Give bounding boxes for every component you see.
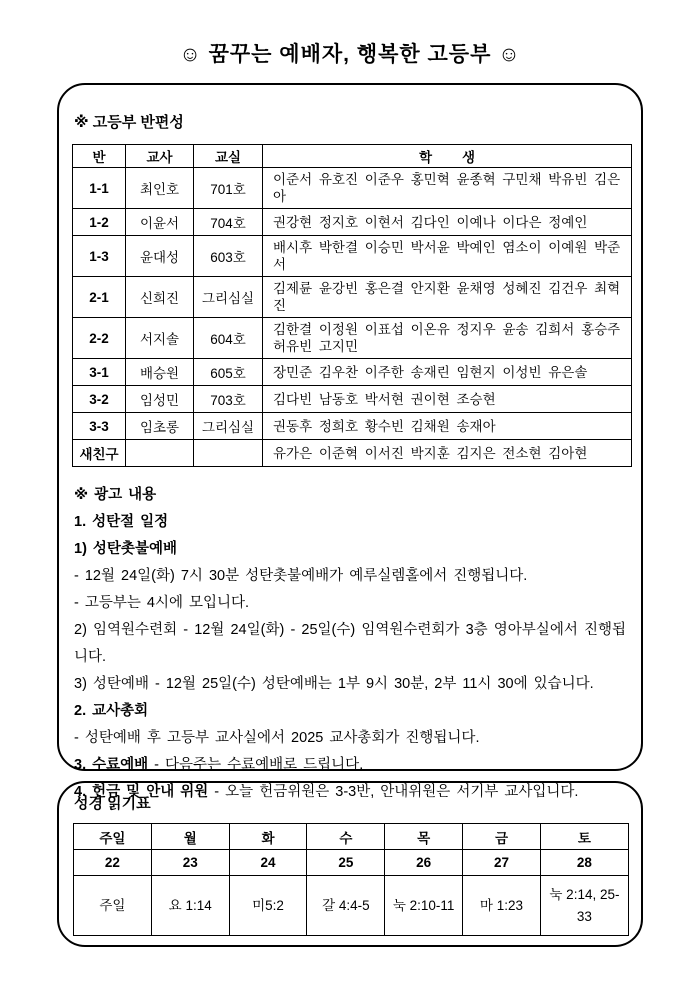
announcement-text: - 성탄예배 후 고등부 교사실에서 2025 교사총회가 진행됩니다. [74,730,480,746]
bible-day-header-row [74,824,629,850]
date-cell: 27 [463,850,541,876]
class-name: 1-2 [73,209,126,236]
announcement-line [74,671,626,698]
teacher-name: 배승원 [126,359,194,386]
bible-date-row [74,850,629,876]
class-name: 새친구 [73,440,126,467]
reading-cell: 눅 2:10-11 [385,876,463,936]
student-list: 김한결 이정원 이표섭 이온유 정지우 윤송 김희서 홍승주 허유빈 고지민 [263,318,632,359]
column-header-room: 교실 [194,145,263,168]
class-name: 1-1 [73,168,126,209]
class-row-1-3 [73,236,632,277]
teacher-name: 이윤서 [126,209,194,236]
announcement-bold-text: 1. 성탄절 일정 [74,514,169,530]
date-cell: 25 [307,850,385,876]
announcement-bold-text: 1) 성탄촛불예배 [74,541,177,557]
class-name: 3-3 [73,413,126,440]
announcement-text: 2) 임역원수련회 - 12월 24일(화) - 25일(수) 임역원수련회가 3층 영아부실에서 진행됩니다. [74,622,626,665]
student-list: 이준서 유호진 이준우 홍민혁 윤종혁 구민채 박유빈 김은아 [263,168,632,209]
day-header-thursday: 목 [385,824,463,850]
student-list: 유가은 이준혁 이서진 박지훈 김지은 전소현 김아현 [263,440,632,467]
student-list: 장민준 김우찬 이주한 송재린 임현지 이성빈 유은솔 [263,359,632,386]
bible-reading-heading: 성경 읽기표 [74,795,151,812]
day-header-tuesday: 화 [229,824,307,850]
announcement-bold-text: 2. 교사총회 [74,703,149,719]
announcement-line [74,509,626,536]
reading-cell: 요 1:14 [151,876,229,936]
class-name: 3-1 [73,359,126,386]
class-row-newcomers [73,440,632,467]
class-row-1-1 [73,168,632,209]
teacher-name [126,440,194,467]
announcement-line [74,779,626,806]
announcement-line [74,563,626,590]
date-cell: 23 [151,850,229,876]
teacher-name: 서지솔 [126,318,194,359]
date-cell: 24 [229,850,307,876]
class-name: 2-2 [73,318,126,359]
room-name: 604호 [194,318,263,359]
main-bulletin-box [57,83,643,800]
room-name: 603호 [194,236,263,277]
teacher-name: 임성민 [126,386,194,413]
announcement-text: - 12월 24일(화) 7시 30분 성탄촛불예배가 예루실렘홀에서 진행됩니다. [74,568,528,584]
student-list: 김제륜 윤강빈 홍은결 안지환 윤채영 성혜진 김건우 최혁진 [263,277,632,318]
class-name: 2-1 [73,277,126,318]
date-cell: 26 [385,850,463,876]
class-table-header-row [73,145,632,168]
reading-cell: 눅 2:14, 25-33 [540,876,628,936]
reading-cell: 미5:2 [229,876,307,936]
column-header-class: 반 [73,145,126,168]
column-header-students: 학 생 [263,145,632,168]
class-name: 1-3 [73,236,126,277]
class-row-3-2 [73,386,632,413]
student-list: 배시후 박한결 이승민 박서윤 박예인 염소이 이예원 박준서 [263,236,632,277]
room-name: 그리심실 [194,413,263,440]
announcement-line [74,752,626,779]
announcement-line [74,617,626,671]
bible-reading-table [73,823,629,936]
announcement-text: 3) 성탄예배 - 12월 25일(수) 성탄예배는 1부 9시 30분, 2부 11시 30에 있습니다. [74,676,594,692]
announcement-bold-text: 3. 수료예배 [74,757,149,773]
student-list: 권동후 정희호 황수빈 김채원 송재아 [263,413,632,440]
class-row-2-1 [73,277,632,318]
teacher-name: 최인호 [126,168,194,209]
page-title: ☺ 꿈꾸는 예배자, 행복한 고등부 ☺ [179,43,521,66]
class-row-3-1 [73,359,632,386]
teacher-name: 윤대성 [126,236,194,277]
date-cell: 28 [540,850,628,876]
reading-cell: 주일 [74,876,152,936]
day-header-saturday: 토 [540,824,628,850]
room-name: 그리심실 [194,277,263,318]
day-header-friday: 금 [463,824,541,850]
announcement-line [74,536,626,563]
class-assignment-table [72,144,632,467]
teacher-name: 신희진 [126,277,194,318]
announcement-line [74,590,626,617]
announcement-text: - 고등부는 4시에 모입니다. [74,595,250,611]
class-row-3-3 [73,413,632,440]
date-cell: 22 [74,850,152,876]
room-name: 701호 [194,168,263,209]
student-list: 김다빈 남동호 박서현 권이현 조승현 [263,386,632,413]
announcement-line [74,725,626,752]
class-assignment-heading: ※ 고등부 반편성 [74,114,184,131]
class-name: 3-2 [73,386,126,413]
room-name: 704호 [194,209,263,236]
day-header-sunday: 주일 [74,824,152,850]
bible-reading-row [74,876,629,936]
class-row-1-2 [73,209,632,236]
announcements-section [72,482,628,806]
announcement-text: - 다음주는 수료예배로 드립니다. [148,757,364,773]
announcement-bold-text: 4. 헌금 및 안내 위원 [74,784,209,800]
announcement-text: - 오늘 헌금위원은 3-3반, 안내위원은 서기부 교사입니다. [208,784,579,800]
day-header-monday: 월 [151,824,229,850]
announcements-heading: ※ 광고 내용 [74,487,157,503]
room-name: 703호 [194,386,263,413]
column-header-teacher: 교사 [126,145,194,168]
student-list: 권강현 정지호 이현서 김다인 이예나 이다은 정예인 [263,209,632,236]
class-row-2-2 [73,318,632,359]
room-name [194,440,263,467]
announcement-line [74,698,626,725]
teacher-name: 임초롱 [126,413,194,440]
reading-cell: 갈 4:4-5 [307,876,385,936]
room-name: 605호 [194,359,263,386]
day-header-wednesday: 수 [307,824,385,850]
reading-cell: 마 1:23 [463,876,541,936]
